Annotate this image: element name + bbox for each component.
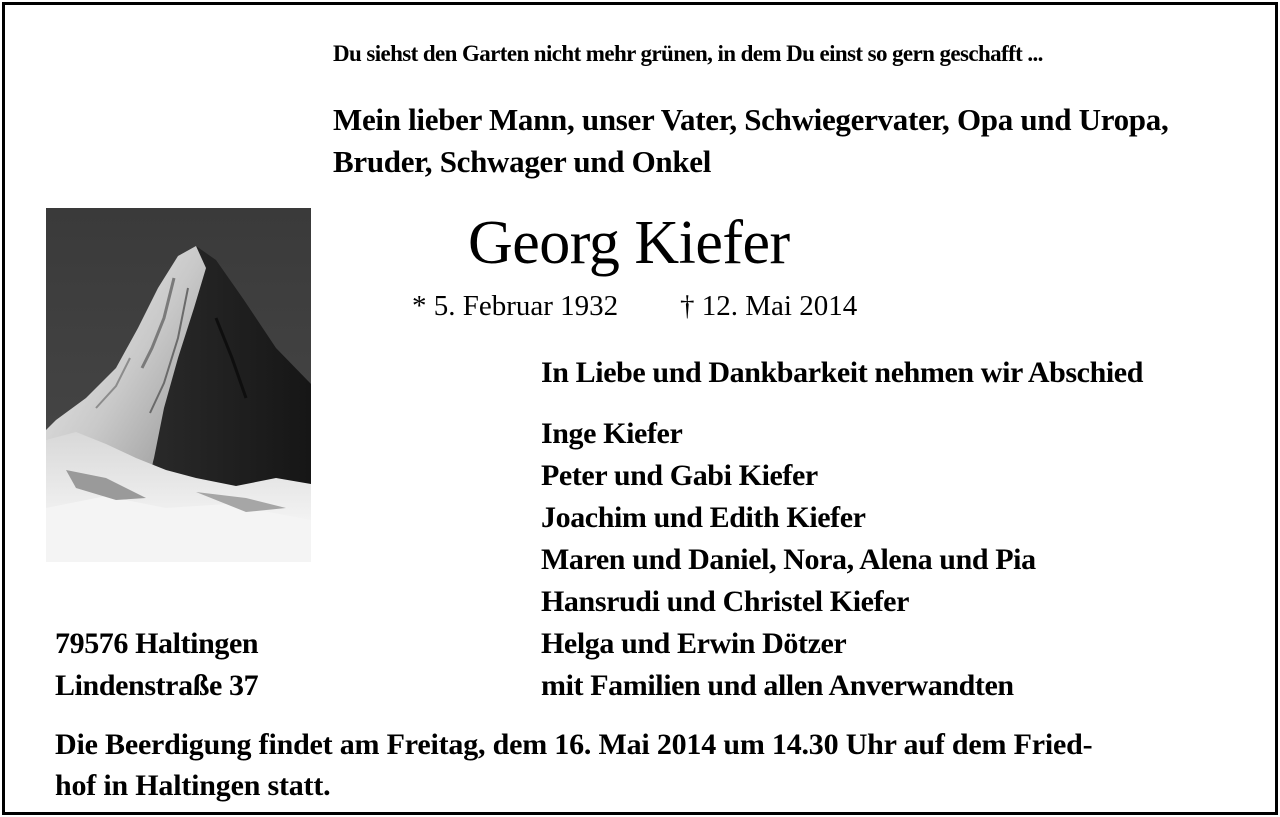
mourner-line: Hansrudi und Christel Kiefer [541, 585, 909, 618]
address-street: Lindenstraße 37 [55, 669, 259, 702]
farewell-line: In Liebe und Dankbarkeit nehmen wir Abschied [541, 356, 1143, 389]
intro-line-1: Mein lieber Mann, unser Vater, Schwiegervater, Opa und Uropa, [333, 102, 1169, 137]
mourner-line: Maren und Daniel, Nora, Alena und Pia [541, 543, 1036, 576]
mountain-photo [46, 208, 311, 562]
death-date: † 12. Mai 2014 [680, 290, 858, 322]
funeral-info-line-2: hof in Haltingen statt. [55, 769, 331, 802]
birth-date: * 5. Februar 1932 [412, 290, 619, 322]
mourner-line: Joachim und Edith Kiefer [541, 501, 866, 534]
mourner-line: Helga und Erwin Dötzer [541, 627, 847, 660]
address-city: 79576 Haltingen [55, 627, 259, 660]
intro-line-2: Bruder, Schwager und Onkel [333, 144, 712, 179]
mourner-line: Inge Kiefer [541, 417, 683, 450]
deceased-name: Georg Kiefer [468, 209, 790, 277]
obituary-notice [2, 2, 1278, 815]
funeral-info-line-1: Die Beerdigung findet am Freitag, dem 16. Mai 2014 um 14.30 Uhr auf dem Fried- [55, 728, 1093, 761]
mourner-line: mit Familien und allen Anverwandten [541, 669, 1014, 702]
mourner-line: Peter und Gabi Kiefer [541, 459, 818, 492]
motto-line: Du siehst den Garten nicht mehr grünen, in dem Du einst so gern geschafft ... [333, 41, 1043, 66]
